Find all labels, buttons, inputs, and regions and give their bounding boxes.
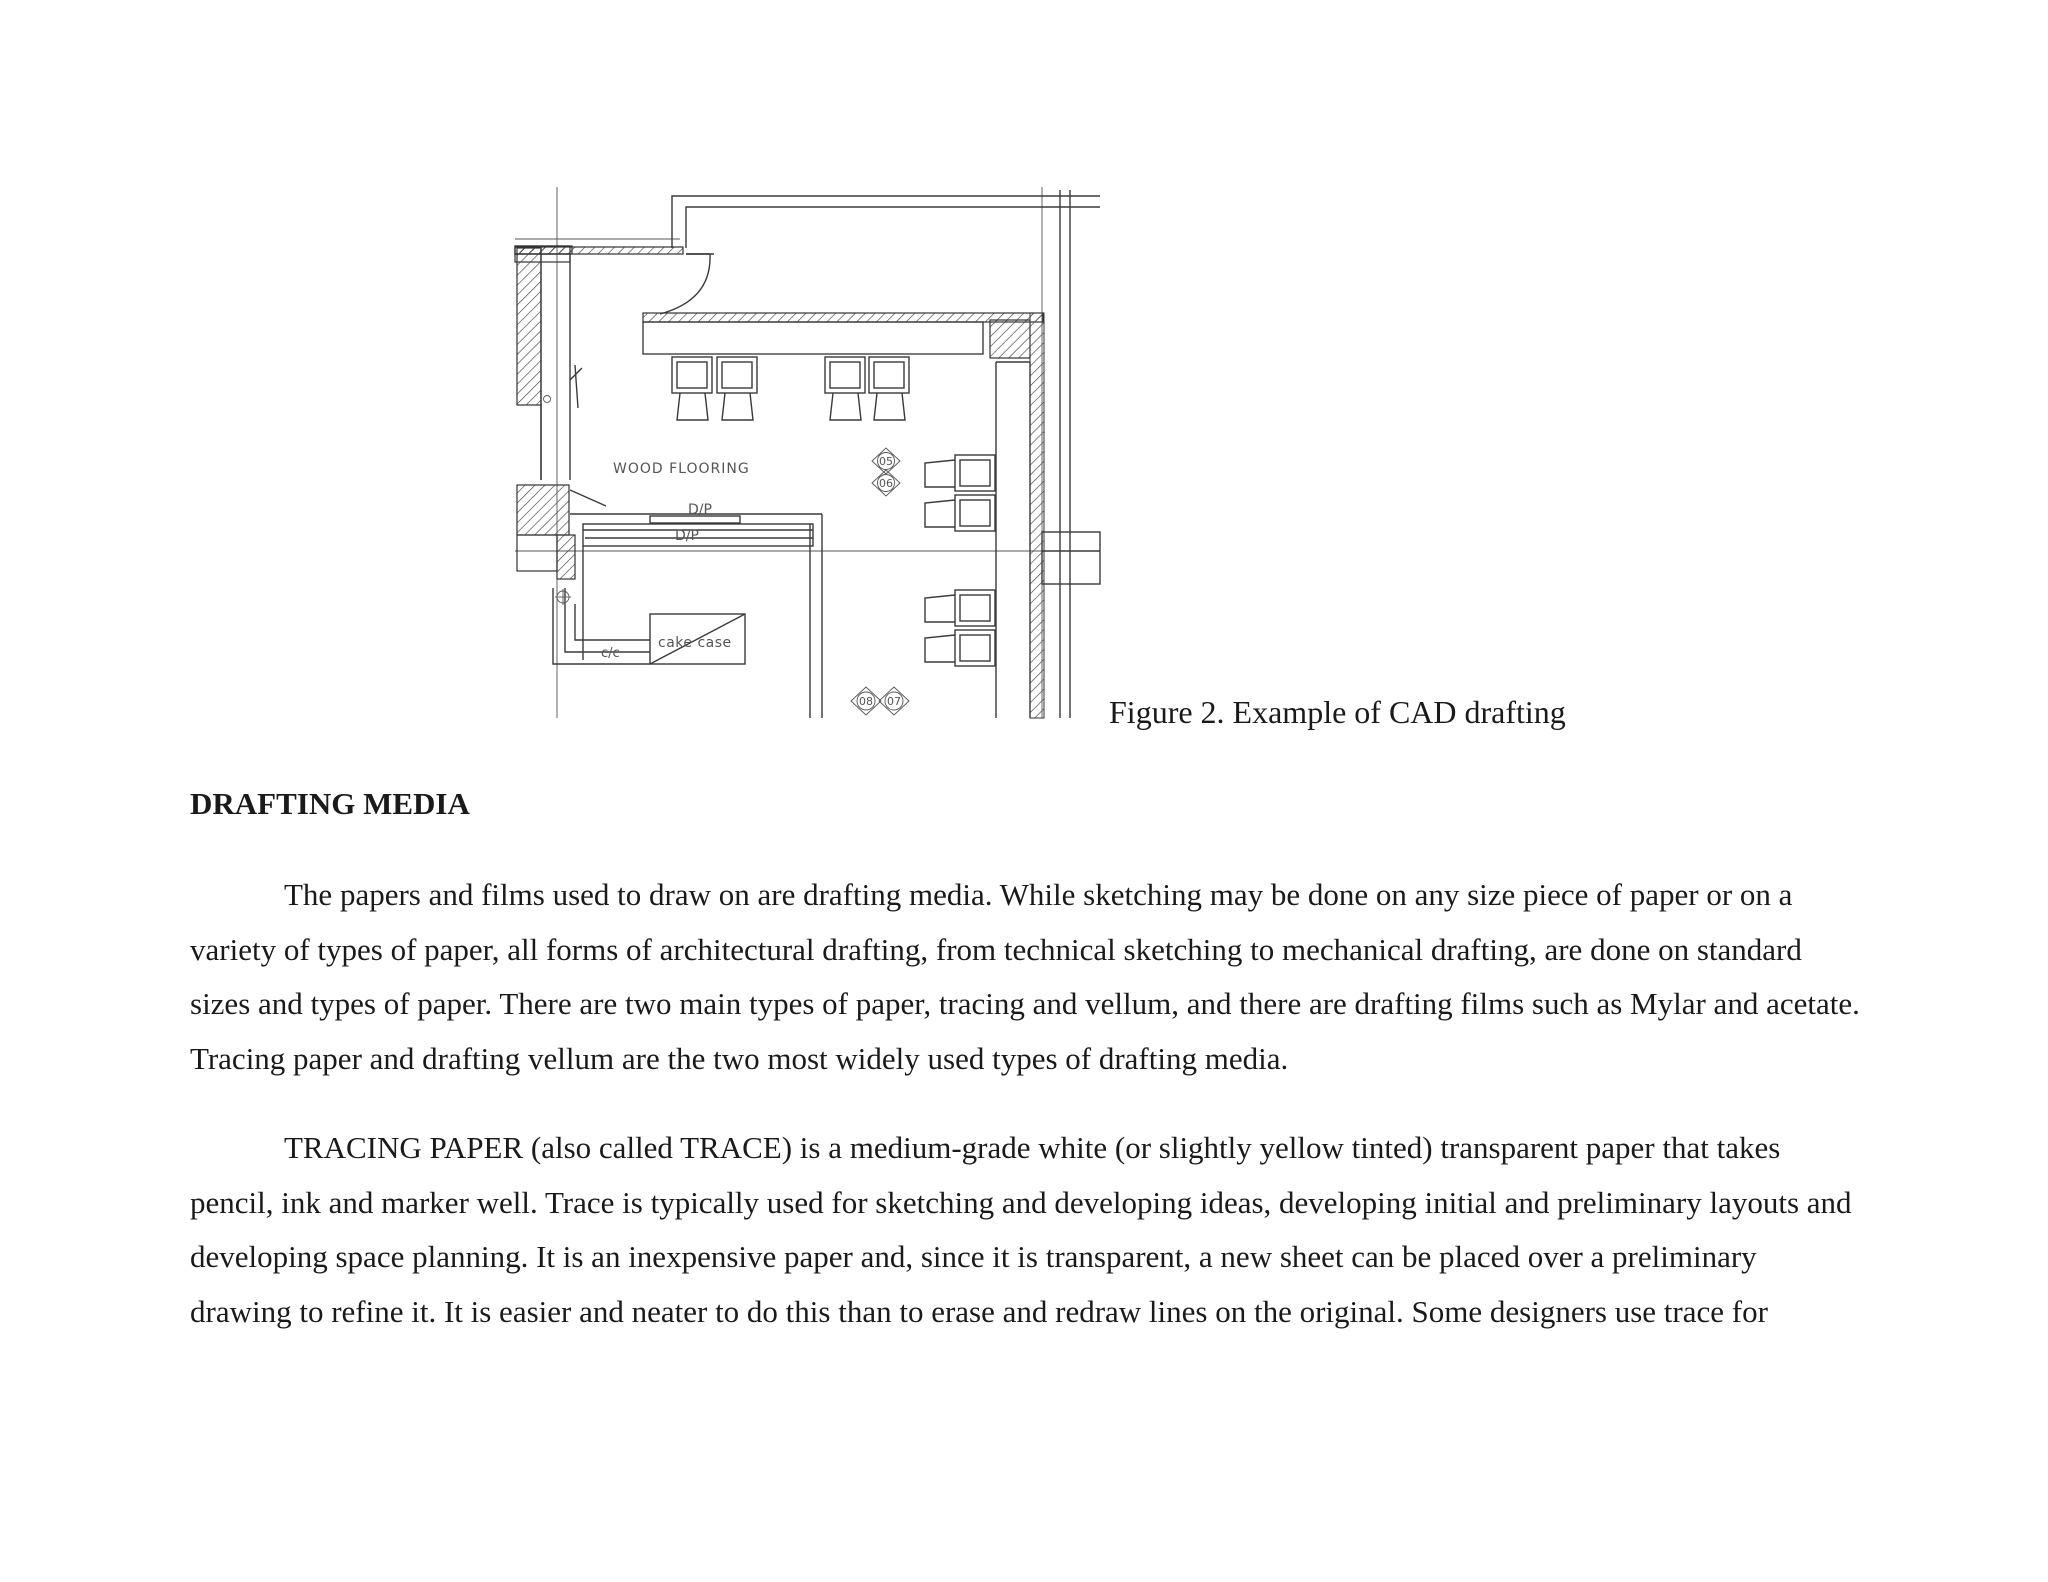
tag-07: 07 (887, 695, 901, 708)
paragraph-line: Tracing paper and drafting vellum are the two most widely used types of drafting media. (190, 1040, 1289, 1076)
cake-case (553, 588, 745, 664)
paragraph-line: developing space planning. It is an inexpensive paper and, since it is transparent, a new sheet can be placed over a preliminary (190, 1239, 1757, 1274)
bar-stools-right (925, 455, 995, 666)
dp-label-2: D/P (675, 528, 699, 544)
wood-flooring-label: WOOD FLOORING (613, 461, 750, 477)
tag-06: 06 (879, 477, 893, 490)
paragraph-line: sizes and types of paper. There are two main types of paper, tracing and vellum, and there are drafting films such as Mylar and acetate. (190, 986, 1860, 1021)
bar-stools-top (672, 357, 909, 420)
elevation-tags (851, 448, 909, 715)
cc-label: c/c (601, 646, 620, 661)
paragraph-line: TRACING PAPER (also called TRACE) is a medium-grade white (or slightly yellow tinted) transparent paper that takes (284, 1130, 1781, 1165)
paragraph-line: The papers and films used to draw on are drafting media. While sketching may be done on any size piece of paper or on a (284, 877, 1793, 912)
figure-caption: Figure 2. Example of CAD drafting (1109, 694, 1566, 730)
entry-door (660, 254, 714, 314)
paragraph-line: variety of types of paper, all forms of architectural drafting, from technical sketching to mechanical drafting, are done on standard (190, 931, 1802, 967)
left-wall (515, 246, 683, 579)
tag-08: 08 (859, 695, 873, 708)
cake-case-label: cake case (658, 635, 732, 651)
dp-label-1: D/P (688, 502, 712, 518)
paragraph-tracing-paper (190, 1121, 1910, 1339)
tag-05: 05 (879, 455, 893, 468)
paragraph-line: pencil, ink and marker well. Trace is typically used for sketching and developing ideas, developing initial and preliminary layouts and (190, 1184, 1852, 1220)
paragraph-drafting-media (190, 868, 1910, 1086)
grid-lines (515, 187, 1100, 718)
paragraph-line: drawing to refine it. It is easier and neater to do this than to erase and redraw lines on the original. Some designers use trace for (190, 1293, 1768, 1329)
section-heading: DRAFTING MEDIA (190, 786, 470, 821)
